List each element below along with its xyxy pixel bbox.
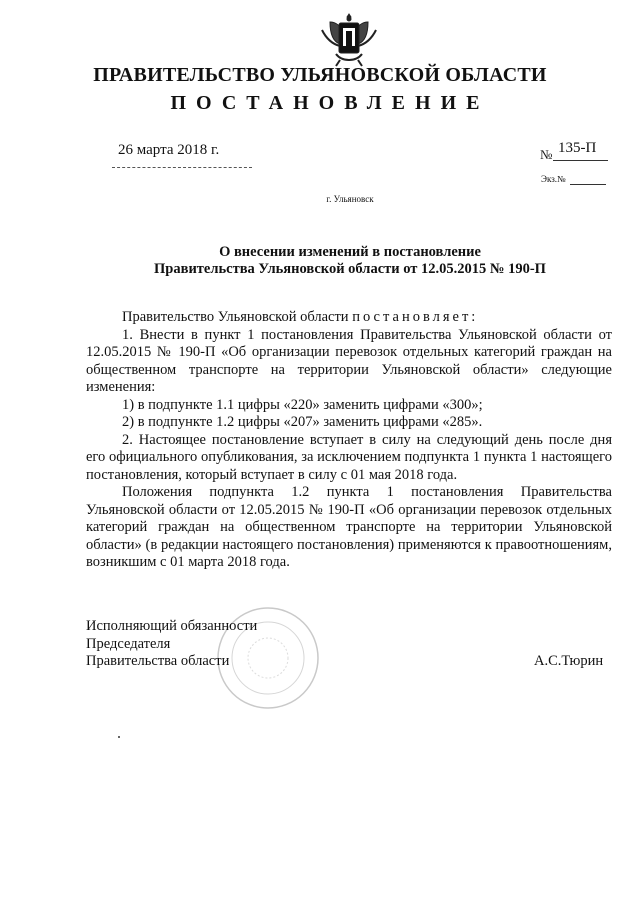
government-title: ПРАВИТЕЛЬСТВО УЛЬЯНОВСКОЙ ОБЛАСТИ	[93, 64, 547, 86]
decree-date: 26 марта 2018 г.	[118, 142, 220, 158]
copy-number-label: Экз.№	[541, 174, 566, 184]
decree-title: ПОСТАНОВЛЕНИЕ	[170, 92, 490, 114]
preamble-start: Правительство Ульяновской области	[122, 309, 349, 325]
subparagraph-1-1: 1) в подпункте 1.1 цифры «220» заменить цифрами «300»;	[122, 396, 483, 413]
stray-mark	[118, 736, 120, 738]
signatory-line-2: Председателя	[86, 635, 171, 652]
decree-number: 135-П	[558, 140, 597, 156]
copy-number-line	[570, 184, 606, 185]
coat-of-arms-emblem	[318, 10, 380, 68]
subject-line-2: Правительства Ульяновской области от 12.05.2015 № 190-П	[154, 261, 546, 277]
signatory-title	[86, 618, 257, 671]
number-underline	[553, 160, 608, 161]
preamble	[86, 309, 612, 327]
signatory-line-3: Правительства области	[86, 653, 230, 669]
decree-body	[86, 309, 612, 572]
signatory-name: А.С.Тюрин	[534, 653, 604, 669]
paragraph-2: 2. Настоящее постановление вступает в силу на следующий день после дня его официального опубликования, за исключением подпункта 1 пункта 1 настоящего постановления, который вступает в силу с 01 мая 2018 года.	[86, 431, 612, 483]
paragraph-3: Положения подпункта 1.2 пункта 1 постановления Правительства Ульяновской области от 12.05.2015 № 190-П «Об организации перевозок отдельных категорий граждан на общественном транспорте на территории Ульяновской области» (в редакции настоящего постановления) применяются к правоотношениям, возникшим с 01 марта 2018 года.	[86, 484, 612, 570]
number-sign: №	[540, 147, 553, 162]
decree-subject	[0, 244, 640, 278]
date-underline	[112, 167, 252, 168]
city-name: г. Ульяновск	[326, 194, 374, 204]
paragraph-1: 1. Внести в пункт 1 постановления Правительства Ульяновской области от 12.05.2015 № 190-П «Об организации перевозок отдельных категорий граждан на общественном транспорте на территории Ульяновской области» следующие изменения:	[86, 326, 612, 395]
signatory-line-1: Исполняющий обязанности	[86, 618, 258, 634]
preamble-verb: постановляет:	[352, 309, 479, 325]
subject-line-1: О внесении изменений в постановление	[219, 244, 481, 260]
subparagraph-1-2: 2) в подпункте 1.2 цифры «207» заменить цифрами «285».	[122, 414, 483, 430]
